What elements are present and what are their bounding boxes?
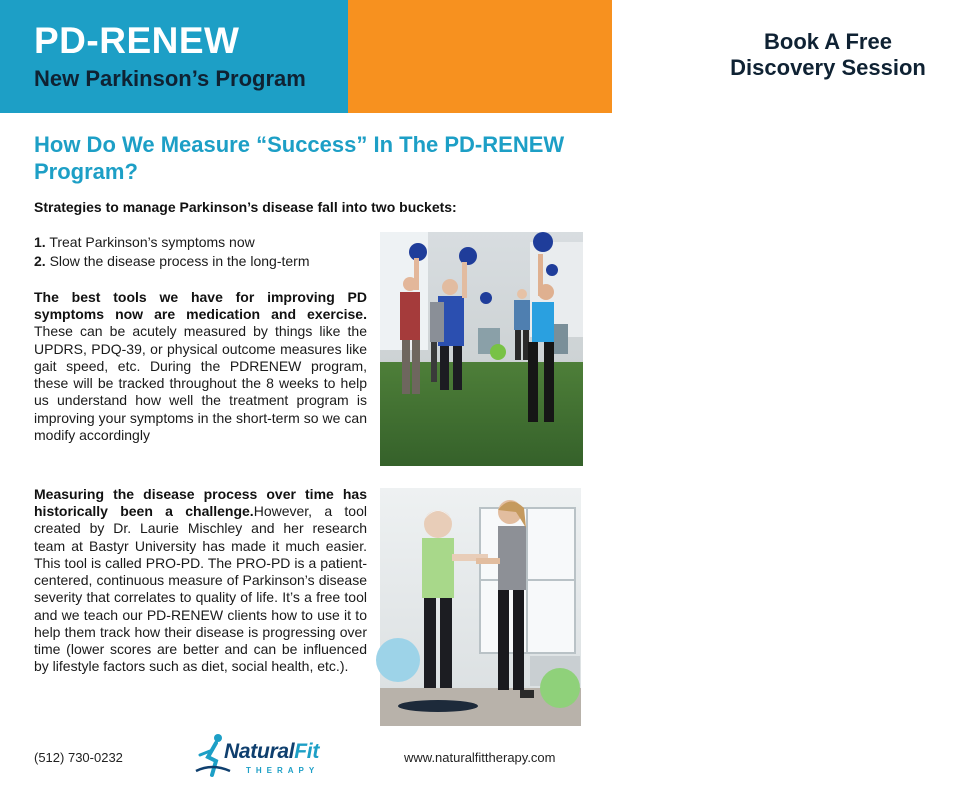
book-discovery-button[interactable] [348, 0, 926, 113]
cta-text [696, 29, 960, 82]
logo-tagline: THERAPY [246, 766, 320, 775]
paragraph-disease-process [34, 486, 367, 675]
article-title: How Do We Measure “Success” In The PD-RENEW Program? [34, 132, 565, 185]
program-banner [0, 0, 348, 113]
logo-wordmark [224, 741, 319, 762]
paragraph-symptoms [34, 289, 367, 444]
program-subtitle: New Parkinson’s Program [34, 66, 306, 91]
list-text: Treat Parkinson’s symptoms now [45, 234, 255, 250]
paragraph-emphasis: The best tools we have for improving PD symptoms now are medication and exercise. [34, 289, 367, 323]
balance-therapy-photo [380, 488, 581, 726]
logo-natural: Natural [224, 740, 295, 763]
article-lead: Strategies to manage Parkinson’s disease fall into two buckets: [34, 199, 457, 215]
group-exercise-photo [380, 232, 583, 466]
list-text: Slow the disease process in the long-term [45, 252, 310, 269]
list-item [34, 252, 310, 271]
program-title: PD-RENEW [34, 20, 240, 61]
footer-phone[interactable]: (512) 730-0232 [34, 750, 123, 765]
cta-line-1: Book A Free [764, 29, 892, 54]
list-number: 1. [34, 234, 46, 250]
logo-fit: Fit [294, 740, 320, 763]
paragraph-body: However, a tool created by Dr. Laurie Mischley and her research team at Bastyr University has made it much easier. This tool is called PRO-PD. The PRO-PD is a patient-centered, continuous measure of Parkinson’s disease severity that correlates to quality of life. It’s a free tool and we teach our PD-RENEW clients how to use it to help them track how their disease is progressing over time (lower scores are better and can be influenced by lifestyle factors such as diet, social health, etc.). [34, 503, 367, 675]
list-number: 2. [34, 252, 46, 269]
list-item [34, 233, 310, 252]
natural-fit-logo [188, 731, 368, 783]
paragraph-emphasis: Measuring the disease process over time has historically been a challenge. [34, 486, 367, 520]
header-banner [0, 0, 926, 113]
footer-website-link[interactable]: www.naturalfittherapy.com [404, 750, 556, 765]
paragraph-body: These can be acutely measured by things like the UPDRS, PDQ-39, or physical outcome measures like gait speed, etc. During the PDRENEW program, these will be tracked throughout the 8 weeks to help us understand how well the treatment program is improving your symptoms in the short-term so we can modify accordingly [34, 323, 367, 443]
strategy-list [34, 233, 310, 271]
cta-line-2: Discovery Session [730, 55, 926, 81]
